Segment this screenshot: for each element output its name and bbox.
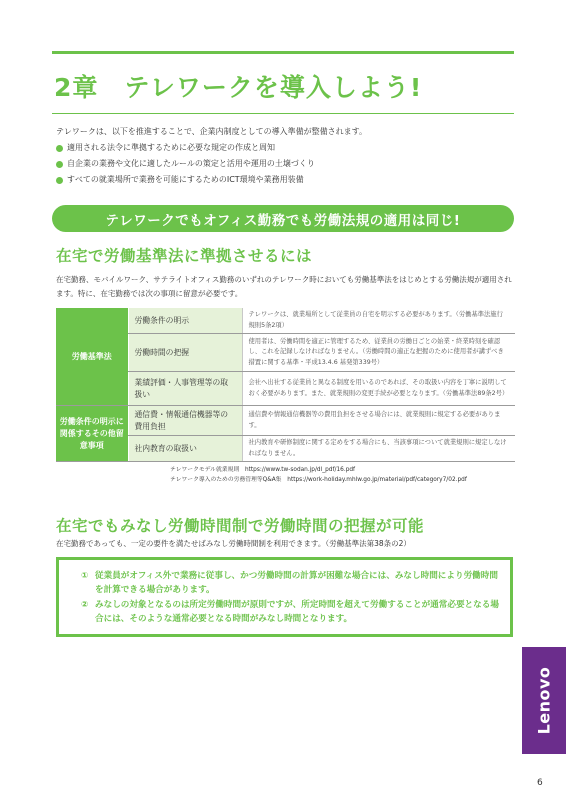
table-item: 労働時間の把握	[128, 334, 242, 372]
bullet-dot-icon	[56, 161, 63, 168]
chapter-title: 2章 テレワークを導入しよう!	[54, 73, 423, 102]
intro-bullet	[56, 140, 516, 156]
intro-lead: テレワークは、以下を推進することで、企業内制度としての導入準備が整備されます。	[56, 127, 368, 136]
intro-bullet-text: すべての就業場所で業務を可能にするためのICT環境や業務用装備	[67, 175, 304, 184]
table-item: 社内教育の取扱い	[128, 436, 242, 462]
table-category: 労働条件の明示に関係するその他留意事項	[56, 406, 128, 462]
intro-bullet	[56, 156, 516, 172]
lenovo-logo-icon	[522, 647, 566, 754]
labor-law-table	[56, 308, 515, 462]
bullet-dot-icon	[56, 145, 63, 152]
section1-heading: 在宅で労働基準法に準拠させるには	[56, 247, 313, 265]
table-desc: 通信費や情報通信機器等の費用負担をさせる場合には、就業規則に規定する必要があります。	[242, 406, 515, 436]
bullet-dot-icon	[56, 177, 63, 184]
deemed-hours-box	[56, 557, 513, 637]
table-desc: 会社へ出社する従業員と異なる制度を用いるのであれば、その取扱い内容を丁寧に説明しておく必要があります。また、就業規則の変更手続が必要となります。（労働基準法89条2号）	[242, 372, 515, 406]
intro-bullet	[56, 172, 516, 188]
logo-text: Lenovo	[534, 666, 554, 735]
references	[170, 465, 467, 485]
table-category: 労働基準法	[56, 308, 128, 406]
top-rule	[52, 51, 514, 54]
table-desc: 社内教育や研修制度に関する定めをする場合にも、当該事項について就業規則に規定しなければなりません。	[242, 436, 515, 462]
reference-link[interactable]: テレワークモデル就業規則 https://www.tw-sodan.jp/dl_pdf/16.pdf	[170, 467, 356, 473]
section2-text: 在宅勤務であっても、一定の要件を満たせばみなし労働時間制を利用できます。（労働基準法第38条の2）	[56, 539, 411, 548]
reference-link[interactable]: テレワーク導入のための労務管理等Q&A集 https://work-holiday.mhlw.go.jp/material/pdf/category7/02.pdf	[170, 477, 467, 483]
point-text: みなしの対象となるのは所定労働時間が原則ですが、所定時間を超えて労働することが通常必要となる場合には、そのような通常必要となる時間がみなし時間となります。	[95, 600, 499, 624]
table-desc: テレワークは、就業場所として従業員の自宅を明示する必要があります。（労働基準法施行規則5条2項）	[242, 308, 515, 334]
lenovo-logo-tab	[522, 647, 566, 754]
table-item: 通信費・情報通信機器等の費用負担	[128, 406, 242, 436]
banner: テレワークでもオフィス勤務でも労働法規の適用は同じ!	[52, 205, 514, 232]
point-number: ①	[81, 571, 89, 581]
title-rule	[52, 113, 514, 114]
table-desc: 使用者は、労働時間を適正に管理するため、従業員の労働日ごとの始業・終業時刻を確認し、これを記録しなければなりません。（労働時間の適正な把握のために使用者が講ずべき措置に関する基準・平成13.4.6 基発第339号）	[242, 334, 515, 372]
intro	[56, 124, 516, 188]
table-item: 労働条件の明示	[128, 308, 242, 334]
list-item	[81, 599, 500, 626]
table-row	[56, 308, 515, 334]
page-number: 6	[537, 778, 543, 788]
intro-bullet-text: 自企業の業務や文化に適したルールの策定と活用や運用の土壌づくり	[67, 159, 315, 168]
list-item	[81, 570, 500, 597]
point-text: 従業員がオフィス外で業務に従事し、かつ労働時間の計算が困難な場合には、みなし時間により労働時間を計算できる場合があります。	[95, 571, 498, 595]
table-item: 業績評価・人事管理等の取扱い	[128, 372, 242, 406]
section2-heading: 在宅でもみなし労働時間制で労働時間の把握が可能	[56, 517, 425, 535]
intro-bullet-text: 適用される法令に準拠するために必要な規定の作成と周知	[67, 143, 275, 152]
point-number: ②	[81, 600, 89, 610]
section1-text: 在宅勤務、モバイルワーク、サテライトオフィス勤務のいずれのテレワーク時においても労働基準法をはじめとする労働法規が適用されます。特に、在宅勤務では次の事項に留意が必要です。	[56, 275, 512, 298]
table-row	[56, 406, 515, 436]
